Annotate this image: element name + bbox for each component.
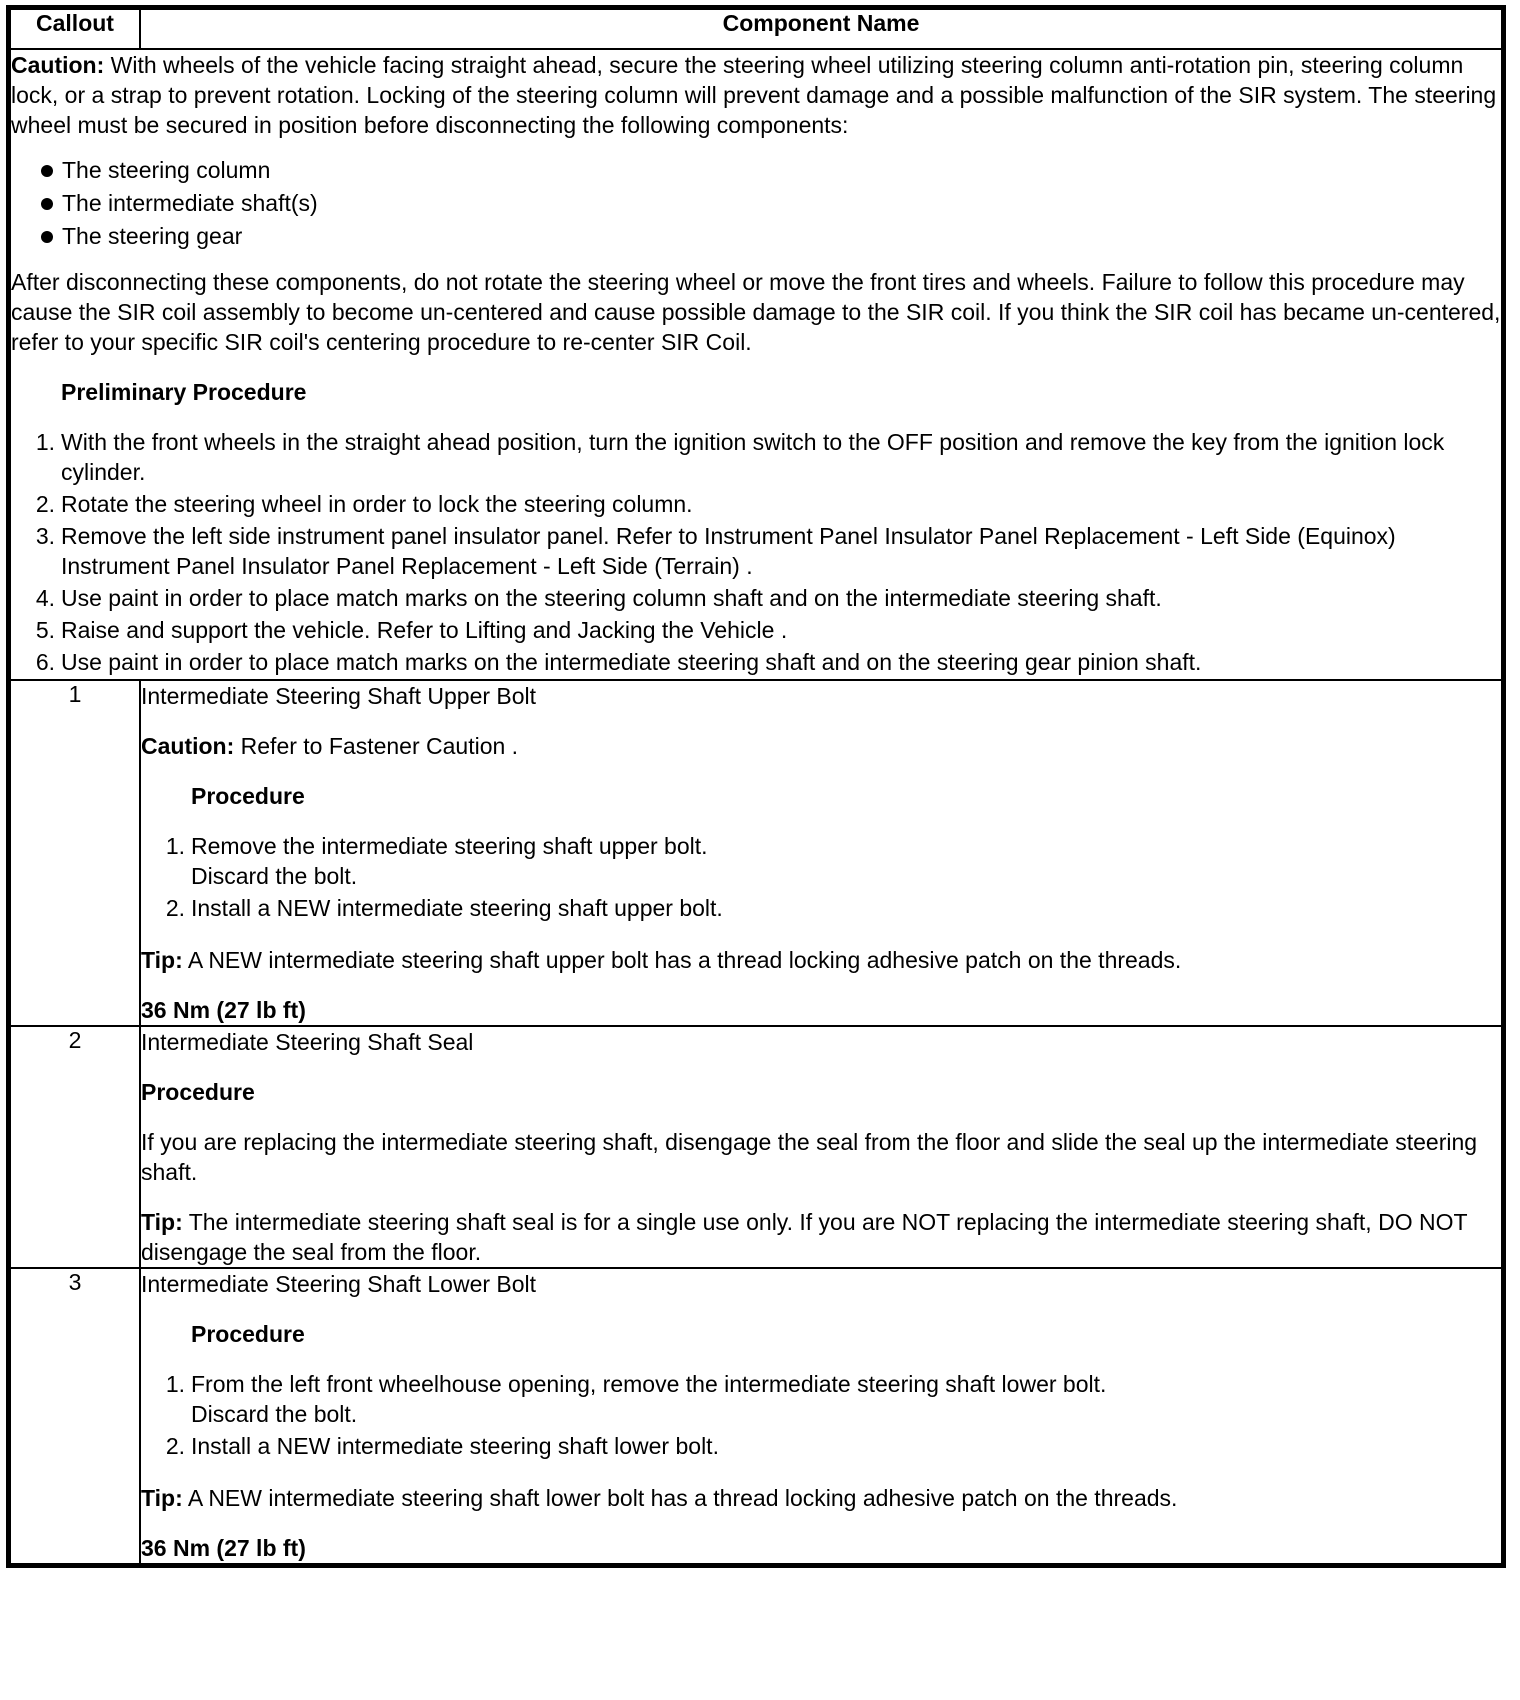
- table-row: [10, 1268, 1502, 1564]
- caution-text: With wheels of the vehicle facing straight ahead, secure the steering wheel utilizing steering column anti-rotation pin, steering column lock, or a strap to prevent rotation. Locking of the steering column will prevent damage and a possible malfunction of the SIR system. The steering wheel must be secured in position before disconnecting the following components:: [11, 52, 1497, 138]
- component-bullet-list: [11, 154, 1501, 253]
- header-component-name: Component Name: [140, 9, 1502, 49]
- table-row: [10, 680, 1502, 1026]
- preliminary-procedure-heading: Preliminary Procedure: [61, 379, 307, 405]
- component-cell: [140, 680, 1502, 1026]
- procedure-heading: Procedure: [141, 1079, 255, 1105]
- component-cell: [140, 1268, 1502, 1564]
- intro-caution: [11, 50, 1501, 140]
- header-callout: Callout: [10, 9, 140, 49]
- list-item: The steering column: [29, 154, 1501, 187]
- list-item: 2. Install a NEW intermediate steering shaft upper bolt.: [165, 895, 723, 921]
- procedure-heading: Procedure: [191, 1321, 305, 1347]
- callout-number: 2: [10, 1026, 140, 1268]
- table-row: [10, 1026, 1502, 1268]
- bullet-icon: [41, 165, 53, 177]
- list-item: 1. From the left front wheelhouse opening, remove the intermediate steering shaft lower bolt. Discard the bolt.: [165, 1371, 1107, 1427]
- procedure-text: If you are replacing the intermediate steering shaft, disengage the seal from the floor and slide the seal up the intermediate steering shaft.: [141, 1129, 1478, 1185]
- intro-cell: [10, 49, 1502, 680]
- list-item: 2. Install a NEW intermediate steering shaft lower bolt.: [165, 1433, 719, 1459]
- list-item: 2. Rotate the steering wheel in order to lock the steering column.: [35, 491, 693, 517]
- torque-spec: 36 Nm (27 lb ft): [141, 1535, 306, 1561]
- tip-text: Tip: A NEW intermediate steering shaft lower bolt has a thread locking adhesive patch on the threads.: [141, 1485, 1178, 1511]
- component-title: Intermediate Steering Shaft Seal: [141, 1029, 474, 1055]
- list-item: 6. Use paint in order to place match marks on the intermediate steering shaft and on the steering gear pinion shaft.: [35, 649, 1202, 675]
- list-item: The intermediate shaft(s): [29, 187, 1501, 220]
- callout-number: 3: [10, 1268, 140, 1564]
- callout-number: 1: [10, 680, 140, 1026]
- list-item: 1. With the front wheels in the straight ahead position, turn the ignition switch to the OFF position and remove the key from the ignition lock cylinder.: [35, 429, 1445, 485]
- intro-row: [10, 49, 1502, 680]
- torque-spec: 36 Nm (27 lb ft): [141, 997, 306, 1023]
- tip-text: Tip: The intermediate steering shaft seal is for a single use only. If you are NOT replacing the intermediate steering shaft, DO NOT disengage the seal from the floor.: [141, 1209, 1468, 1265]
- list-item: 3. Remove the left side instrument panel insulator panel. Refer to Instrument Panel Insulator Panel Replacement - Left Side (Equinox) Instrument Panel Insulator Panel Replacement - Left Side (Terrain) .: [35, 523, 1396, 579]
- tip-text: Tip: A NEW intermediate steering shaft upper bolt has a thread locking adhesive patch on the threads.: [141, 947, 1182, 973]
- procedure-steps: [141, 1369, 1501, 1461]
- list-item: 1. Remove the intermediate steering shaft upper bolt. Discard the bolt.: [165, 833, 708, 889]
- bullet-icon: [41, 231, 53, 243]
- intro-after-text: After disconnecting these components, do not rotate the steering wheel or move the front tires and wheels. Failure to follow this procedure may cause the SIR coil assembly to become un-centered and cause possible damage to the SIR coil. If you think the SIR coil has became un-centered, refer to your specific SIR coil's centering procedure to re-center SIR Coil.: [11, 269, 1501, 355]
- component-title: Intermediate Steering Shaft Lower Bolt: [141, 1271, 537, 1297]
- preliminary-steps: [11, 427, 1501, 677]
- list-item: 5. Raise and support the vehicle. Refer to Lifting and Jacking the Vehicle .: [35, 617, 788, 643]
- list-item: The steering gear: [29, 220, 1501, 253]
- component-cell: [140, 1026, 1502, 1268]
- procedure-heading: Procedure: [191, 783, 305, 809]
- procedure-table: [9, 8, 1503, 1565]
- component-title: Intermediate Steering Shaft Upper Bolt: [141, 683, 537, 709]
- procedure-table-frame: [6, 5, 1506, 1568]
- list-item: 4. Use paint in order to place match marks on the steering column shaft and on the intermediate steering shaft.: [35, 585, 1162, 611]
- procedure-steps: [141, 831, 1501, 923]
- caution-label: Caution:: [11, 52, 105, 78]
- bullet-icon: [41, 198, 53, 210]
- fastener-caution: Caution: Refer to Fastener Caution .: [141, 733, 519, 759]
- table-header-row: [10, 9, 1502, 49]
